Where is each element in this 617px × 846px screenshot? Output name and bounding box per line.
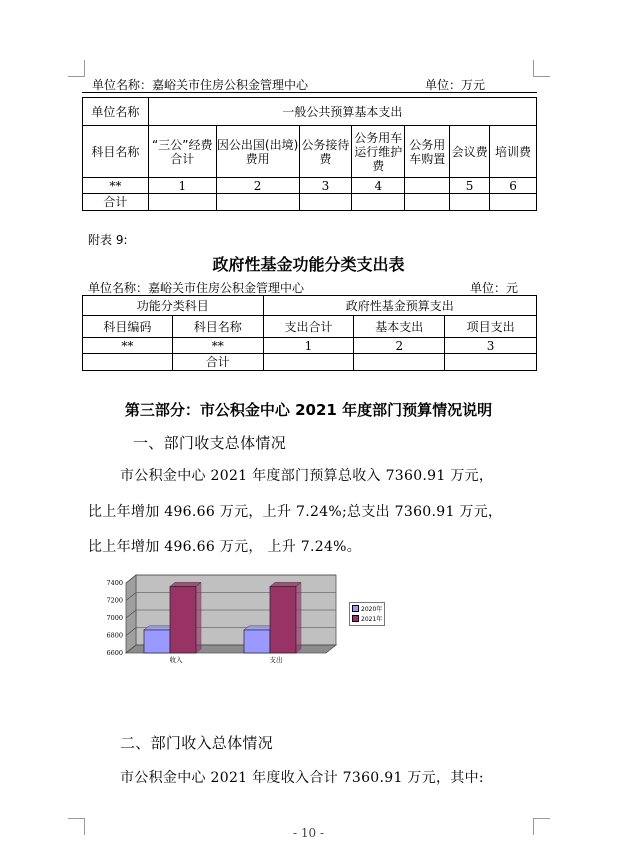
y-tick-label: 7200: [106, 596, 123, 605]
chart-legend: [349, 602, 385, 626]
empty-cell: [216, 194, 299, 211]
index-cell: 1: [148, 178, 216, 194]
column-header: 项目支出: [445, 316, 537, 338]
table2-unit: 单位：元: [470, 281, 519, 295]
index-cell: 2: [216, 178, 299, 194]
y-tick-label: 7400: [106, 579, 123, 587]
subsection1-title: 一、部门收支总体情况: [133, 434, 287, 452]
index-cell: 3: [445, 338, 537, 354]
x-category-label: 收入: [169, 656, 183, 664]
total-label-cell: 合计: [83, 194, 149, 211]
column-header: “三公”经费合计: [148, 126, 216, 178]
income-expense-bar-chart: [100, 565, 345, 664]
index-cell: 3: [299, 178, 352, 194]
empty-cell: [354, 354, 445, 371]
x-category-label: 支出: [269, 656, 283, 664]
y-tick-label: 6600: [106, 649, 123, 657]
table1-unit: 单位：万元: [425, 78, 486, 92]
column-header: 公务接待费: [299, 126, 352, 178]
index-cell: [405, 178, 450, 194]
empty-cell: [148, 194, 216, 211]
corner-mark-top-left: [68, 60, 85, 77]
legend-swatch-2020: [352, 605, 359, 612]
legend-item-2021: [350, 613, 384, 623]
bar-收入-2020年: [144, 630, 170, 653]
paragraph1-line1: 市公积金中心 2021 年度部门预算总收入 7360.91 万元，: [120, 468, 494, 484]
bar-支出-2021年-side: [296, 582, 301, 653]
budget-table-1: [82, 97, 537, 211]
column-header: 公务用车运行维护费: [352, 126, 405, 178]
column-header: 科目名称: [172, 316, 263, 338]
column-header: 会议费: [450, 126, 490, 178]
page-number: - 10 -: [292, 826, 324, 840]
bar-支出-2021年: [270, 586, 296, 653]
subject-label-cell: 科目名称: [83, 126, 149, 178]
empty-cell: [405, 194, 450, 211]
section3-title: 第三部分：市公积金中心 2021 年度部门预算情况说明: [124, 401, 493, 419]
legend-label-2020: 2020年: [361, 605, 383, 613]
empty-cell: [450, 194, 490, 211]
empty-cell: [445, 354, 537, 371]
bar-收入-2021年: [170, 586, 196, 653]
bar-支出-2020年: [244, 630, 270, 653]
empty-cell: [263, 354, 354, 371]
corner-mark-top-right: [533, 60, 550, 77]
index-cell: 1: [263, 338, 354, 354]
index-cell: 5: [450, 178, 490, 194]
total-label-cell: 合计: [172, 354, 263, 371]
empty-cell: [299, 194, 352, 211]
paragraph1-line2: 比上年增加 496.66 万元，上升 7.24%;总支出 7360.91 万元，: [88, 504, 503, 520]
y-tick-label: 6800: [106, 631, 123, 640]
header-rule: [82, 92, 537, 93]
index-cell: 4: [352, 178, 405, 194]
column-header: 基本支出: [354, 316, 445, 338]
empty-cell: [352, 194, 405, 211]
index-cell: **: [83, 338, 173, 354]
paragraph1-line3: 比上年增加 496.66 万元， 上升 7.24%。: [88, 539, 362, 555]
index-cell: **: [172, 338, 263, 354]
bar-收入-2021年-side: [196, 582, 201, 653]
subsection2-title: 二、部门收入总体情况: [120, 734, 274, 752]
paragraph2: 市公积金中心 2021 年度收入合计 7360.91 万元，其中:: [120, 770, 484, 786]
attachment-label: 附表 9:: [88, 233, 128, 247]
y-tick-label: 7000: [106, 614, 123, 622]
unit-label-cell: 单位名称: [83, 98, 149, 126]
legend-label-2021: 2021年: [361, 615, 383, 623]
table1-unit-name: 单位名称：嘉峪关市住房公积金管理中心: [92, 78, 309, 92]
column-header: 科目编码: [83, 316, 173, 338]
empty-cell: [490, 194, 537, 211]
column-header: 支出合计: [263, 316, 354, 338]
empty-cell: [83, 354, 173, 371]
index-cell: **: [83, 178, 149, 194]
fund-table-2: [82, 295, 537, 371]
index-cell: 2: [354, 338, 445, 354]
group-left-header: 功能分类科目: [83, 296, 264, 316]
column-header: 因公出国(出境)费用: [216, 126, 299, 178]
legend-swatch-2021: [352, 615, 359, 622]
table2-unit-name: 单位名称：嘉峪关市住房公积金管理中心: [88, 281, 305, 295]
index-cell: 6: [490, 178, 537, 194]
table2-title: 政府性基金功能分类支出表: [212, 255, 405, 274]
group-header-cell: 一般公共预算基本支出: [148, 98, 536, 126]
column-header: 培训费: [490, 126, 537, 178]
column-header: 公务用车购置: [405, 126, 450, 178]
group-right-header: 政府性基金预算支出: [263, 296, 536, 316]
legend-item-2020: [350, 603, 384, 613]
